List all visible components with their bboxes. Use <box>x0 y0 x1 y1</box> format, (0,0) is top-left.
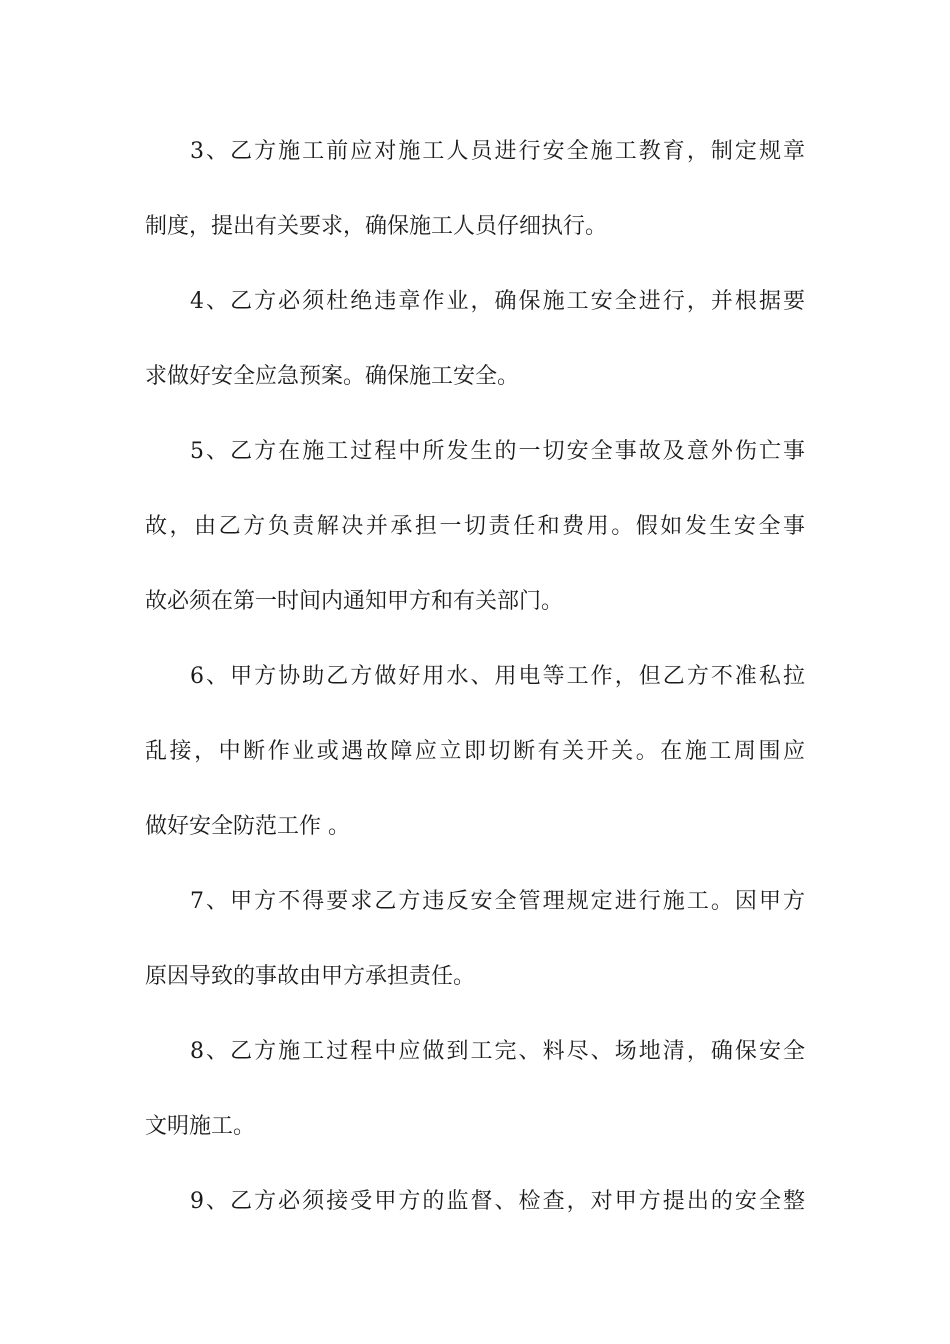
paragraph-7-line-2: 原因导致的事故由甲方承担责任。 <box>145 964 476 989</box>
paragraph-6-line-1: 6、甲方协助乙方做好用水、用电等工作，但乙方不准私拉 <box>190 664 805 689</box>
paragraph-5-line-3: 故必须在第一时间内通知甲方和有关部门。 <box>145 589 564 614</box>
paragraph-8-line-2: 文明施工。 <box>145 1114 256 1139</box>
paragraph-4-line-1: 4、乙方必须杜绝违章作业，确保施工安全进行，并根据要 <box>190 289 805 314</box>
paragraph-9-line-1: 9、乙方必须接受甲方的监督、检查，对甲方提出的安全整 <box>190 1189 805 1214</box>
paragraph-8-line-1: 8、乙方施工过程中应做到工完、料尽、场地清，确保安全 <box>190 1039 805 1064</box>
paragraph-3-line-2: 制度，提出有关要求，确保施工人员仔细执行。 <box>145 214 608 239</box>
paragraph-4-line-2: 求做好安全应急预案。确保施工安全。 <box>145 364 520 389</box>
paragraph-7-line-1: 7、甲方不得要求乙方违反安全管理规定进行施工。因甲方 <box>190 889 805 914</box>
paragraph-6-line-3: 做好安全防范工作 。 <box>145 814 350 839</box>
paragraph-5-line-2: 故，由乙方负责解决并承担一切责任和费用。假如发生安全事 <box>145 514 805 539</box>
paragraph-6-line-2: 乱接，中断作业或遇故障应立即切断有关开关。在施工周围应 <box>145 739 805 764</box>
paragraph-3-line-1: 3、乙方施工前应对施工人员进行安全施工教育，制定规章 <box>190 139 805 164</box>
paragraph-5-line-1: 5、乙方在施工过程中所发生的一切安全事故及意外伤亡事 <box>190 439 805 464</box>
